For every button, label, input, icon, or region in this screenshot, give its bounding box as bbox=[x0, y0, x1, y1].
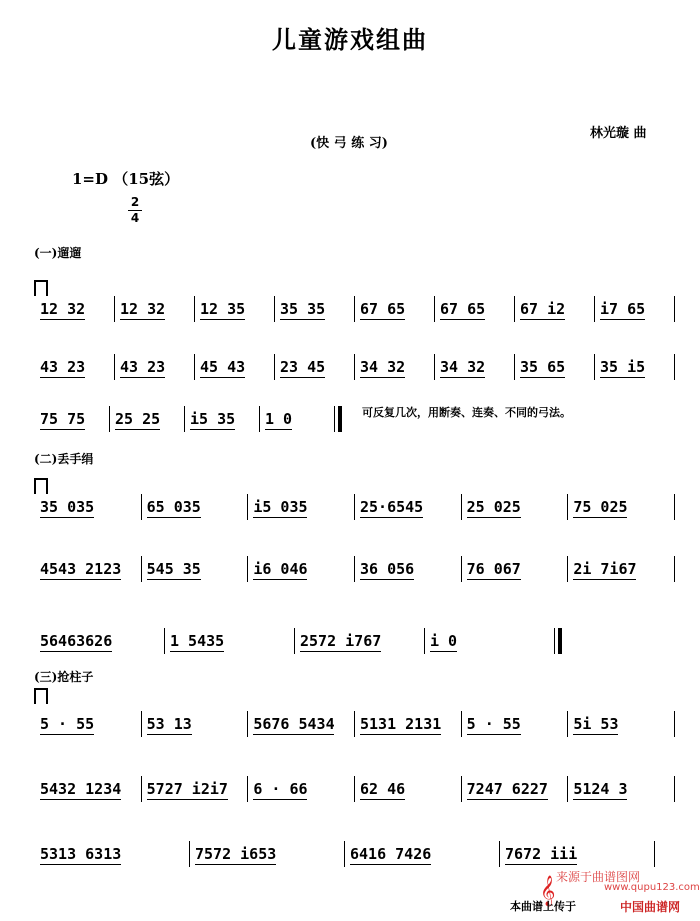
measure: 67 65 bbox=[440, 300, 486, 318]
score-title: 儿童游戏组曲 bbox=[272, 25, 428, 54]
bar-line bbox=[141, 556, 142, 582]
beam-underline bbox=[467, 799, 548, 800]
bow-mark-3 bbox=[34, 688, 48, 704]
bar-line bbox=[247, 711, 248, 737]
repeat-note: 可反复几次，用断奏、连奏、不同的弓法。 bbox=[362, 406, 571, 419]
measure: i5 35 bbox=[190, 410, 236, 428]
measure: 5313 6313 bbox=[40, 845, 122, 863]
beam-underline bbox=[40, 734, 94, 735]
measure: 2i 7i67 bbox=[573, 560, 637, 578]
score-row bbox=[36, 780, 676, 804]
bar-line bbox=[594, 354, 595, 380]
bar-line bbox=[424, 628, 425, 654]
beam-underline bbox=[147, 734, 192, 735]
bar-line bbox=[194, 354, 195, 380]
final-bar-thick bbox=[558, 628, 562, 654]
bar-line bbox=[434, 354, 435, 380]
beam-underline bbox=[280, 319, 325, 320]
beam-underline bbox=[600, 377, 645, 378]
bar-line bbox=[141, 776, 142, 802]
beam-underline bbox=[195, 864, 276, 865]
beam-underline bbox=[467, 517, 521, 518]
section-label-2: (二)丢手绢 bbox=[34, 452, 94, 466]
bar-line bbox=[259, 406, 260, 432]
measure: 5432 1234 bbox=[40, 780, 122, 798]
bar-line bbox=[274, 354, 275, 380]
bar-line bbox=[499, 841, 500, 867]
beam-underline bbox=[600, 319, 645, 320]
beam-underline bbox=[253, 579, 307, 580]
measure: 45 43 bbox=[200, 358, 246, 376]
beam-underline bbox=[360, 799, 405, 800]
bar-line bbox=[354, 711, 355, 737]
measure: 5i 53 bbox=[573, 715, 619, 733]
bar-line bbox=[141, 494, 142, 520]
bar-line bbox=[674, 296, 675, 322]
measure: 36 056 bbox=[360, 560, 415, 578]
measure: 7247 6227 bbox=[466, 780, 548, 798]
score-row bbox=[36, 715, 676, 739]
measure: 545 35 bbox=[146, 560, 201, 578]
beam-underline bbox=[520, 377, 565, 378]
composer: 林光璇 曲 bbox=[590, 126, 647, 141]
measure: 53 13 bbox=[146, 715, 192, 733]
final-bar-thin bbox=[334, 406, 335, 432]
beam-underline bbox=[430, 651, 457, 652]
measure: 6 · 66 bbox=[253, 780, 308, 798]
beam-underline bbox=[360, 579, 414, 580]
beam-underline bbox=[573, 799, 627, 800]
beam-underline bbox=[120, 319, 165, 320]
subtitle: (快 弓 练 习) bbox=[310, 136, 388, 151]
bar-line bbox=[674, 711, 675, 737]
beam-underline bbox=[360, 734, 441, 735]
beam-underline bbox=[440, 319, 485, 320]
measure: 65 035 bbox=[146, 498, 201, 516]
beam-underline bbox=[190, 429, 235, 430]
measure: 75 75 bbox=[40, 410, 86, 428]
bar-line bbox=[594, 296, 595, 322]
bar-line bbox=[567, 556, 568, 582]
score-row bbox=[36, 560, 676, 584]
measure: i 0 bbox=[430, 632, 458, 650]
beam-underline bbox=[253, 517, 307, 518]
bar-line bbox=[114, 354, 115, 380]
beam-underline bbox=[350, 864, 431, 865]
bow-mark-2 bbox=[34, 478, 48, 494]
measure: 75 025 bbox=[573, 498, 628, 516]
bar-line bbox=[344, 841, 345, 867]
beam-underline bbox=[253, 799, 307, 800]
score-row bbox=[36, 300, 676, 324]
measure: 7672 iii bbox=[505, 845, 578, 863]
bar-line bbox=[109, 406, 110, 432]
score-row bbox=[36, 845, 676, 869]
beam-underline bbox=[467, 734, 521, 735]
measure: 43 23 bbox=[120, 358, 166, 376]
measure: 1 0 bbox=[265, 410, 293, 428]
measure: 35 65 bbox=[520, 358, 566, 376]
beam-underline bbox=[40, 319, 85, 320]
bar-line bbox=[514, 296, 515, 322]
treble-clef-logo-icon: 𝄞 bbox=[540, 876, 556, 906]
measure: 5124 3 bbox=[573, 780, 628, 798]
beam-underline bbox=[200, 377, 245, 378]
measure: 7572 i653 bbox=[195, 845, 277, 863]
measure: 25 025 bbox=[466, 498, 521, 516]
bar-line bbox=[674, 494, 675, 520]
watermark-url: www.qupu123.com bbox=[604, 882, 700, 893]
measure: 35 i5 bbox=[600, 358, 646, 376]
bar-line bbox=[354, 556, 355, 582]
measure: 34 32 bbox=[440, 358, 486, 376]
measure: i7 65 bbox=[600, 300, 646, 318]
bar-line bbox=[194, 296, 195, 322]
measure: 35 035 bbox=[40, 498, 95, 516]
measure: 23 45 bbox=[280, 358, 326, 376]
score-row bbox=[36, 410, 676, 434]
bar-line bbox=[461, 494, 462, 520]
bar-line bbox=[184, 406, 185, 432]
measure: 43 23 bbox=[40, 358, 86, 376]
measure: 12 32 bbox=[40, 300, 86, 318]
time-bottom: 4 bbox=[130, 211, 140, 225]
measure: i5 035 bbox=[253, 498, 308, 516]
beam-underline bbox=[40, 579, 121, 580]
measure: 35 35 bbox=[280, 300, 326, 318]
beam-underline bbox=[505, 864, 577, 865]
measure: 6416 7426 bbox=[350, 845, 432, 863]
bar-line bbox=[247, 556, 248, 582]
measure: 62 46 bbox=[360, 780, 406, 798]
measure: 56463626 bbox=[40, 632, 113, 650]
bar-line bbox=[247, 776, 248, 802]
beam-underline bbox=[573, 734, 618, 735]
final-bar-thick bbox=[338, 406, 342, 432]
score-row bbox=[36, 498, 676, 522]
measure: 34 32 bbox=[360, 358, 406, 376]
beam-underline bbox=[467, 579, 521, 580]
brand-logo: 中国曲谱网 bbox=[620, 900, 681, 914]
time-top: 2 bbox=[130, 195, 140, 209]
beam-underline bbox=[280, 377, 325, 378]
final-bar-thin bbox=[554, 628, 555, 654]
bar-line bbox=[674, 556, 675, 582]
time-signature bbox=[128, 196, 142, 225]
bar-line bbox=[294, 628, 295, 654]
bar-line bbox=[567, 776, 568, 802]
measure: 67 i2 bbox=[520, 300, 566, 318]
measure: 5727 i2i7 bbox=[146, 780, 228, 798]
beam-underline bbox=[40, 651, 112, 652]
bar-line bbox=[567, 494, 568, 520]
beam-underline bbox=[147, 517, 201, 518]
measure: 12 32 bbox=[120, 300, 166, 318]
beam-underline bbox=[360, 319, 405, 320]
footer-text: 本曲谱上传于 bbox=[510, 900, 576, 913]
beam-underline bbox=[573, 579, 636, 580]
bar-line bbox=[114, 296, 115, 322]
measure: 25·6545 bbox=[360, 498, 424, 516]
bar-line bbox=[654, 841, 655, 867]
bar-line bbox=[461, 711, 462, 737]
section-label-1: (一)遛遛 bbox=[34, 246, 82, 260]
watermark-text: 来源于曲谱图网 bbox=[556, 870, 641, 884]
measure: 5 · 55 bbox=[40, 715, 95, 733]
beam-underline bbox=[147, 579, 201, 580]
beam-underline bbox=[120, 377, 165, 378]
measure: 5 · 55 bbox=[466, 715, 521, 733]
beam-underline bbox=[520, 319, 565, 320]
beam-underline bbox=[253, 734, 334, 735]
bar-line bbox=[354, 354, 355, 380]
bar-line bbox=[674, 776, 675, 802]
bar-line bbox=[274, 296, 275, 322]
beam-underline bbox=[440, 377, 485, 378]
measure: 76 067 bbox=[466, 560, 521, 578]
bar-line bbox=[354, 296, 355, 322]
measure: 12 35 bbox=[200, 300, 246, 318]
key-signature: 1=D （15弦） bbox=[72, 170, 180, 188]
bar-line bbox=[247, 494, 248, 520]
bar-line bbox=[514, 354, 515, 380]
beam-underline bbox=[265, 429, 292, 430]
bar-line bbox=[461, 556, 462, 582]
measure: 5131 2131 bbox=[360, 715, 442, 733]
beam-underline bbox=[147, 799, 228, 800]
beam-underline bbox=[573, 517, 627, 518]
beam-underline bbox=[170, 651, 224, 652]
beam-underline bbox=[40, 517, 94, 518]
beam-underline bbox=[360, 517, 423, 518]
measure: 67 65 bbox=[360, 300, 406, 318]
measure: 4543 2123 bbox=[40, 560, 122, 578]
beam-underline bbox=[40, 864, 121, 865]
measure: 1 5435 bbox=[170, 632, 225, 650]
section-label-3: (三)抢柱子 bbox=[34, 670, 94, 684]
bar-line bbox=[674, 354, 675, 380]
bar-line bbox=[354, 494, 355, 520]
bar-line bbox=[189, 841, 190, 867]
measure: i6 046 bbox=[253, 560, 308, 578]
bar-line bbox=[461, 776, 462, 802]
beam-underline bbox=[40, 799, 121, 800]
bar-line bbox=[567, 711, 568, 737]
bar-line bbox=[141, 711, 142, 737]
bow-mark-1 bbox=[34, 280, 48, 296]
score-row bbox=[36, 632, 676, 656]
bar-line bbox=[164, 628, 165, 654]
measure: 2572 i767 bbox=[300, 632, 382, 650]
bar-line bbox=[354, 776, 355, 802]
bar-line bbox=[434, 296, 435, 322]
beam-underline bbox=[300, 651, 381, 652]
beam-underline bbox=[200, 319, 245, 320]
score-row bbox=[36, 358, 676, 382]
beam-underline bbox=[40, 429, 85, 430]
measure: 5676 5434 bbox=[253, 715, 335, 733]
beam-underline bbox=[115, 429, 160, 430]
measure: 25 25 bbox=[115, 410, 161, 428]
beam-underline bbox=[40, 377, 85, 378]
beam-underline bbox=[360, 377, 405, 378]
